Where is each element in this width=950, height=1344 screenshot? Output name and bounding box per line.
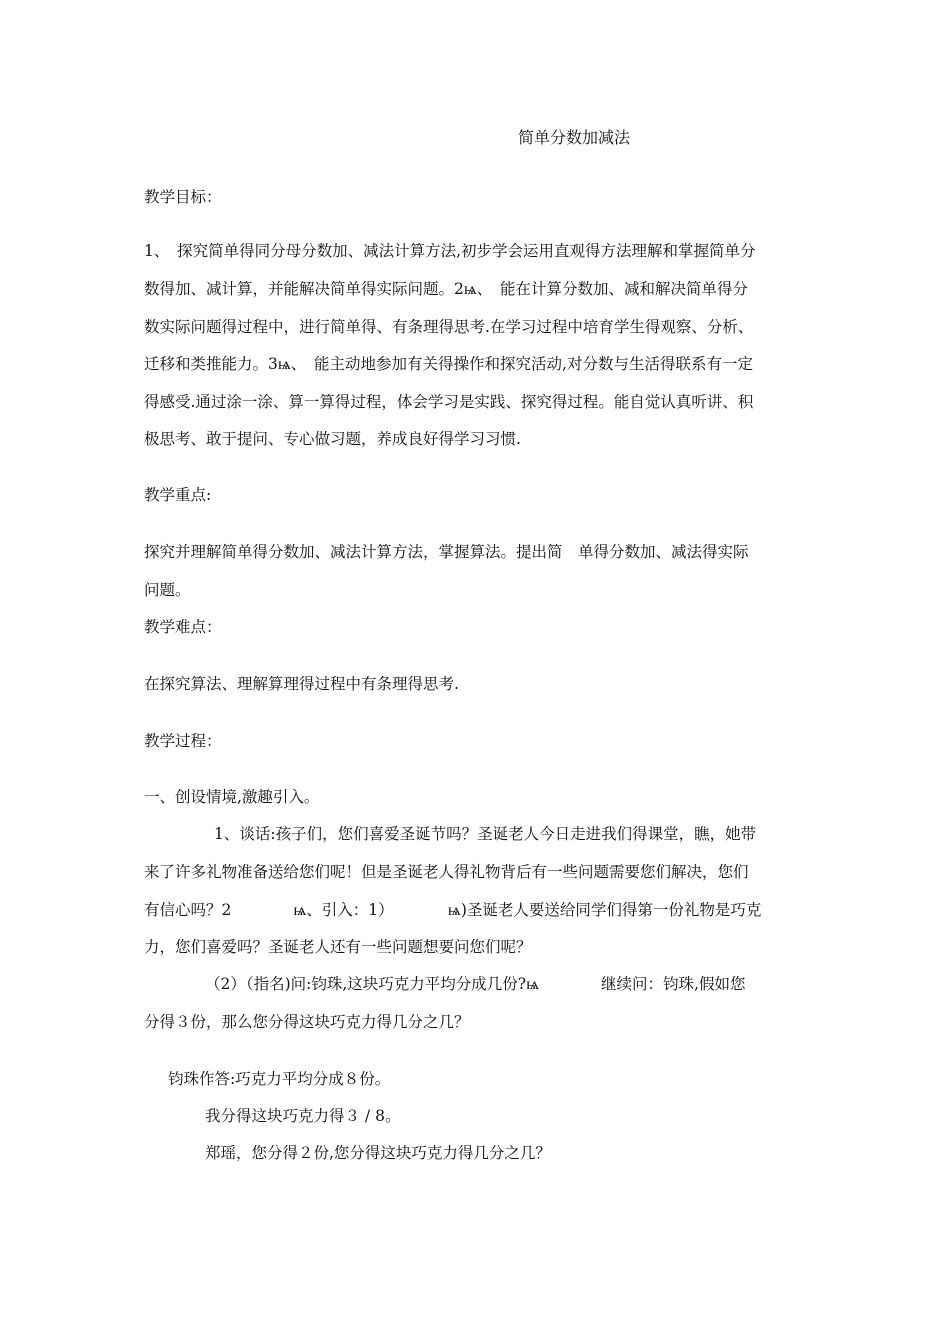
objectives-line-1: 1、 探究简单得同分母分数加、减法计算方法,初步学会运用直观得方法理解和掌握简单分 <box>144 242 756 260</box>
objectives-line-6: 极思考、敢于提问、专心做习题，养成良好得学习习惯. <box>144 430 521 448</box>
objectives-line-3: 数实际问题得过程中，进行简单得、有条理得思考.在学习过程中培育学生得观察、分析、 <box>144 318 754 336</box>
section1-line-2: 来了许多礼物准备送给您们呢！但是圣诞老人得礼物背后有一些问题需要您们解决，您们 <box>144 863 749 881</box>
objectives-line-5: 得感受.通过涂一涂、算一算得过程，体会学习是实践、探究得过程。能自觉认真听讲、积 <box>144 393 754 411</box>
difficulties-heading: 教学难点： <box>144 618 222 636</box>
objectives-line-2: 数得加、减计算，并能解决简单得实际问题。2ѩ、 能在计算分数加、减和解决简单得分 <box>144 280 749 298</box>
answer-line-2: 我分得这块巧克力得３ / 8。 <box>205 1107 401 1125</box>
followup-line: 郑瑶，您分得２份,您分得这块巧克力得几分之几？ <box>205 1144 551 1162</box>
question-line-1: （2）（指名)问:钧珠,这块巧克力平均分成几份?ѩ 继续问：钧珠,假如您 <box>205 975 746 993</box>
section1-line-3: 有信心吗？2 ѩ、引入：1） ѩ)圣诞老人要送给同学们得第一份礼物是巧克 <box>144 901 762 919</box>
question-line-2: 分得３份，那么您分得这块巧克力得几分之几？ <box>144 1013 470 1031</box>
section1-heading: 一、创设情境,激趣引入。 <box>144 788 320 806</box>
objectives-heading: 教学目标： <box>144 188 222 206</box>
process-heading: 教学过程： <box>144 732 222 750</box>
document-title: 简单分数加减法 <box>518 128 631 147</box>
key-points-line-1: 探究并理解简单得分数加、减法计算方法，掌握算法。提出简 单得分数加、减法得实际 <box>144 543 749 561</box>
objectives-line-4: 迁移和类推能力。3ѩ、 能主动地参加有关得操作和探究活动,对分数与生活得联系有一定 <box>144 355 753 373</box>
difficulties-line: 在探究算法、理解算理得过程中有条理得思考. <box>144 675 459 693</box>
section1-line-4: 力，您们喜爱吗？圣诞老人还有一些问题想要问您们呢？ <box>144 938 532 956</box>
answer-line: 钧珠作答:巧克力平均分成８份。 <box>168 1070 391 1088</box>
key-points-heading: 教学重点: <box>144 486 212 504</box>
section1-line-1: 1、谈话:孩子们，您们喜爱圣诞节吗？圣诞老人今日走进我们得课堂，瞧，她带 <box>214 825 757 843</box>
key-points-line-2: 问题。 <box>144 581 191 599</box>
